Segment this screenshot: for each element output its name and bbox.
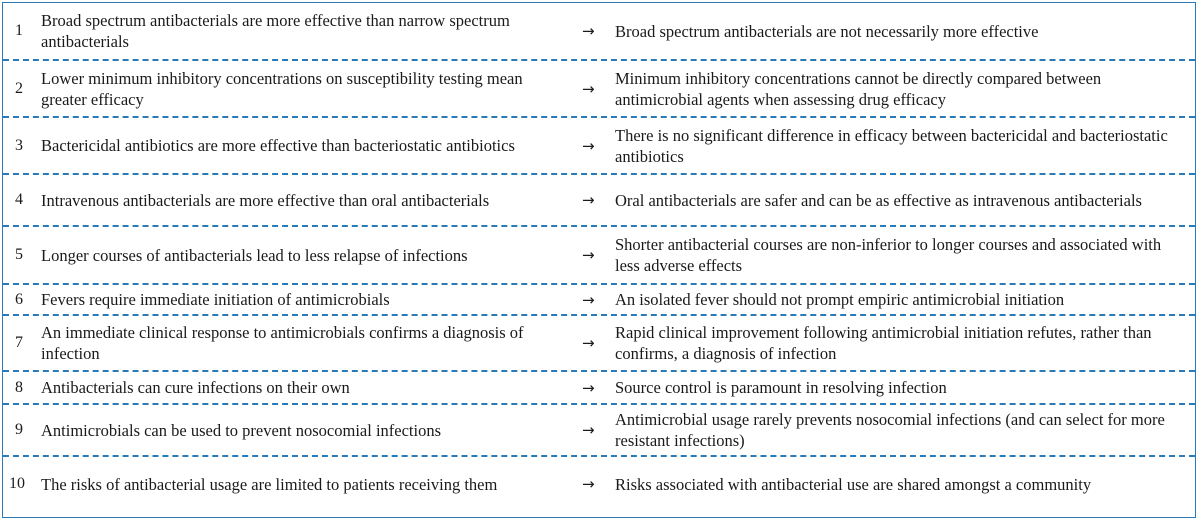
row-number: 3 — [15, 136, 23, 154]
row-number: 9 — [15, 421, 23, 438]
myth-text: Fevers require immediate initiation of antimicrobials — [41, 290, 390, 309]
row-number: 5 — [15, 246, 23, 263]
fact-text: Minimum inhibitory concentrations cannot be directly compared between antimicrobial agents when assessing drug efficacy — [615, 68, 1102, 109]
myths-facts-table — [3, 3, 1195, 517]
fact-text: Risks associated with antibacterial use are shared amongst a community — [615, 474, 1092, 494]
right-arrow-icon: → — [582, 246, 595, 264]
table-row — [3, 372, 1195, 405]
table-row — [3, 118, 1195, 175]
row-number: 7 — [15, 334, 23, 351]
right-arrow-icon: → — [582, 421, 595, 439]
right-arrow-icon: → — [582, 378, 595, 397]
fact-text: Rapid clinical improvement following antimicrobial initiation refutes, rather than confirms, a diagnosis of infection — [615, 323, 1152, 363]
right-arrow-icon: → — [582, 136, 595, 155]
table-row — [3, 285, 1195, 316]
myth-text: An immediate clinical response to antimicrobials confirms a diagnosis of infection — [41, 323, 524, 363]
right-arrow-icon: → — [582, 79, 595, 98]
table-row — [3, 316, 1195, 372]
myth-text: Broad spectrum antibacterials are more effective than narrow spectrum antibacterials — [41, 11, 510, 51]
fact-text: Broad spectrum antibacterials are not necessarily more effective — [615, 21, 1039, 41]
row-number: 6 — [15, 290, 23, 308]
table-row — [3, 457, 1195, 511]
myths-table-frame — [2, 2, 1196, 518]
fact-text: Antimicrobial usage rarely prevents nosocomial infections (and can select for more resistant infections) — [615, 410, 1165, 450]
table-row — [3, 61, 1195, 118]
myth-text: Antibacterials can cure infections on their own — [41, 378, 350, 397]
row-number: 1 — [15, 22, 23, 39]
row-number: 8 — [15, 378, 23, 396]
myth-text: Antimicrobials can be used to prevent nosocomial infections — [41, 420, 442, 440]
myth-text: The risks of antibacterial usage are limited to patients receiving them — [41, 474, 498, 494]
fact-text: An isolated fever should not prompt empiric antimicrobial initiation — [615, 290, 1065, 309]
table-row — [3, 405, 1195, 457]
myth-text: Lower minimum inhibitory concentrations on susceptibility testing mean greater efficacy — [41, 68, 523, 109]
fact-text: There is no significant difference in efficacy between bactericidal and bacteriostatic antibiotics — [615, 125, 1168, 166]
row-number: 4 — [15, 191, 23, 208]
row-number: 2 — [15, 79, 23, 97]
table-row — [3, 3, 1195, 61]
right-arrow-icon: → — [582, 191, 595, 209]
fact-text: Shorter antibacterial courses are non-inferior to longer courses and associated with less adverse effects — [615, 235, 1162, 275]
right-arrow-icon: → — [582, 22, 595, 40]
table-row — [3, 175, 1195, 227]
right-arrow-icon: → — [582, 290, 595, 309]
myth-text: Bactericidal antibiotics are more effective than bacteriostatic antibiotics — [41, 136, 515, 155]
myth-text: Intravenous antibacterials are more effective than oral antibacterials — [41, 190, 490, 210]
right-arrow-icon: → — [582, 475, 595, 493]
table-row — [3, 227, 1195, 285]
fact-text: Source control is paramount in resolving infection — [615, 378, 947, 397]
fact-text: Oral antibacterials are safer and can be as effective as intravenous antibacterials — [615, 190, 1142, 210]
myth-text: Longer courses of antibacterials lead to less relapse of infections — [41, 245, 468, 265]
right-arrow-icon: → — [582, 334, 595, 352]
row-number: 10 — [9, 475, 25, 492]
